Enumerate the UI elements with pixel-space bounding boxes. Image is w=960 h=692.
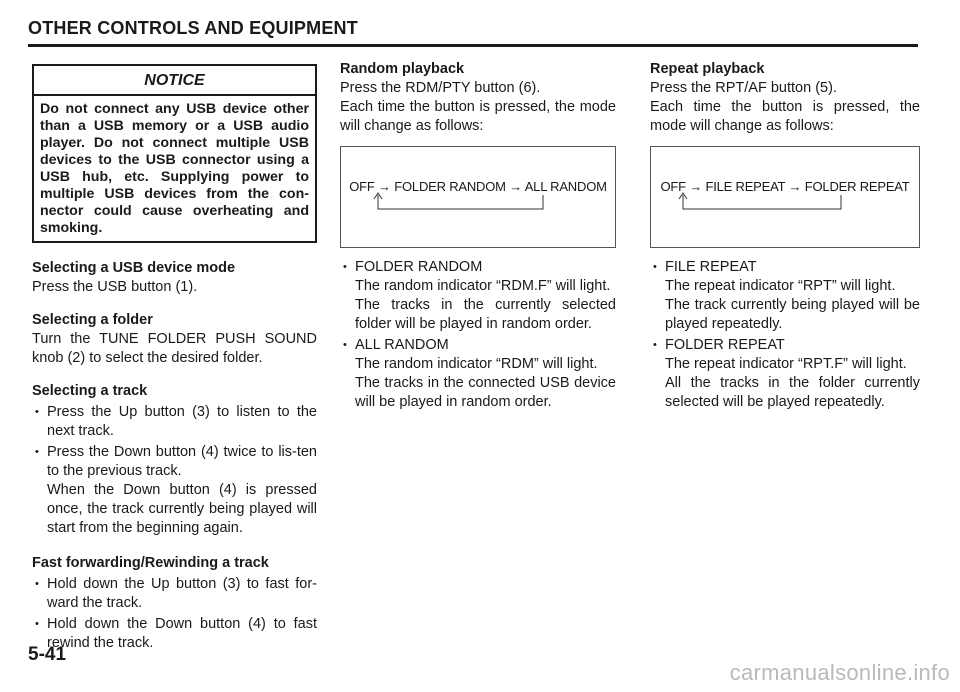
- column-right: [650, 60, 920, 412]
- list-item: • FILE REPEAT The repeat indicator “RPT” will light. The track currently being played will be played repeatedly.: [653, 259, 920, 332]
- bullet-icon: •: [35, 446, 39, 458]
- bullet-icon: •: [653, 261, 657, 273]
- list-random: [340, 258, 616, 412]
- heading-random: Random playback: [340, 61, 465, 77]
- notice-body: Do not connect any USB device other than a USB memory or a USB audio player. Do not connect multiple USB devices to the USB connector using a USB hub, etc. Supplying power to multiple USB devices from the con-nector could cause overheating and smoking.: [40, 101, 309, 236]
- bullet-icon: •: [653, 339, 657, 351]
- list-track: [32, 403, 317, 538]
- list-item: • ALL RANDOM The random indicator “RDM” will light. The tracks in the connected USB device will be played in random order.: [343, 337, 616, 410]
- list-item: • Hold down the Up button (3) to fast for-ward the track.: [35, 576, 317, 611]
- list-repeat: [650, 258, 920, 412]
- loop-arrow-icon: [651, 147, 921, 247]
- page-header: OTHER CONTROLS AND EQUIPMENT: [28, 18, 358, 38]
- bullet-icon: •: [343, 339, 347, 351]
- diagram-random-text: OFF → FOLDER RANDOM → ALL RANDOM: [349, 179, 607, 194]
- column-middle: [340, 60, 616, 412]
- list-item: • Hold down the Down button (4) to fast rewind the track.: [35, 616, 317, 651]
- list-item: • FOLDER REPEAT The repeat indicator “RPT.F” will light. All the tracks in the folder currently selected will be played repeatedly.: [653, 337, 920, 410]
- section-track: [32, 382, 317, 538]
- notice-box: [32, 64, 317, 243]
- bullet-icon: •: [35, 618, 39, 630]
- section-usb-mode: [32, 259, 317, 297]
- list-item: • FOLDER RANDOM The random indicator “RDM.F” will light. The tracks in the currently selected folder will be played in random order.: [343, 259, 616, 332]
- list-fast: [32, 575, 317, 653]
- diagram-repeat-text: OFF → FILE REPEAT → FOLDER REPEAT: [660, 179, 910, 194]
- heading-repeat: Repeat playback: [650, 61, 765, 77]
- bullet-icon: •: [35, 406, 39, 418]
- watermark: carmanualsonline.info: [729, 660, 950, 685]
- diagram-repeat: [650, 146, 920, 248]
- bullet-icon: •: [35, 578, 39, 590]
- heading-usb-mode: Selecting a USB device mode: [32, 260, 236, 276]
- heading-track: Selecting a track: [32, 383, 148, 399]
- heading-fast: Fast forwarding/Rewinding a track: [32, 555, 269, 571]
- section-folder: [32, 311, 317, 368]
- list-item: • Press the Down button (4) twice to lis-ten to the previous track. When the Down button (4) is pressed once, the track currently being played will start from the beginning again.: [35, 444, 317, 536]
- loop-arrow-icon: [341, 147, 617, 247]
- page-number: 5-41: [28, 644, 67, 665]
- text-random-1: Press the RDM/PTY button (6).: [340, 80, 541, 96]
- notice-title: NOTICE: [34, 66, 315, 96]
- text-repeat-2: Each time the button is pressed, the mode will change as follows:: [650, 99, 920, 134]
- text-random-2: Each time the button is pressed, the mode will change as follows:: [340, 99, 616, 134]
- text-repeat-1: Press the RPT/AF button (5).: [650, 80, 837, 96]
- column-left: [32, 60, 317, 653]
- bullet-icon: •: [343, 261, 347, 273]
- text-usb-mode: Press the USB button (1).: [32, 279, 198, 295]
- list-item: • Press the Up button (3) to listen to the next track.: [35, 404, 317, 439]
- diagram-random: [340, 146, 616, 248]
- header-rule: [28, 44, 918, 47]
- heading-folder: Selecting a folder: [32, 312, 153, 328]
- section-fast: [32, 554, 317, 653]
- text-folder: Turn the TUNE FOLDER PUSH SOUND knob (2) to select the desired folder.: [32, 331, 317, 366]
